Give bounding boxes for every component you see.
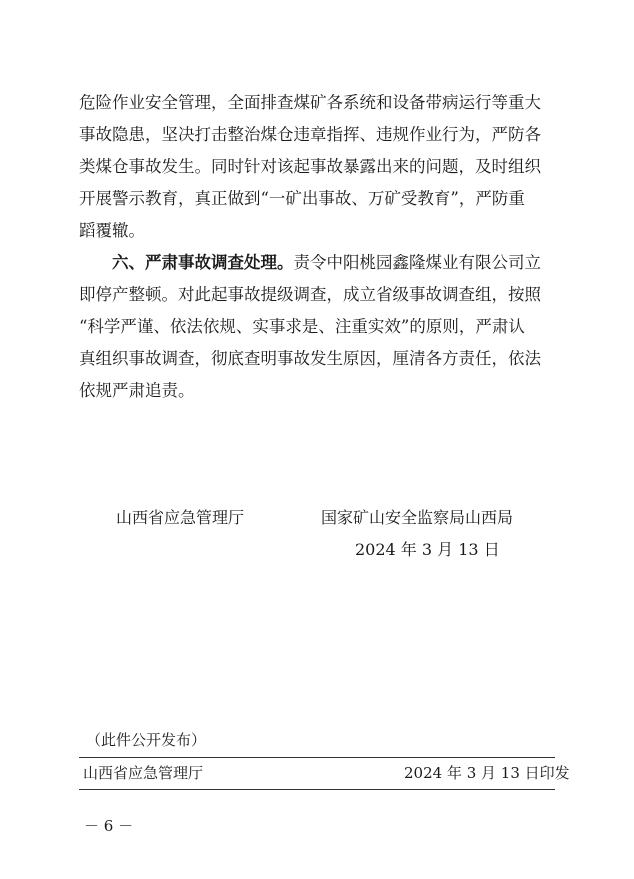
footer-top-rule <box>79 757 555 758</box>
footer-bottom-rule <box>79 789 555 790</box>
paragraph-line: 开展警示教育，真正做到“一矿出事故、万矿受教育”，严防重 <box>79 189 525 208</box>
signature-org-right: 国家矿山安全监察局山西局 <box>321 508 514 527</box>
paragraph-text: 责令中阳桃园鑫隆煤业有限公司立 <box>293 253 541 272</box>
paragraph-line: 蹈覆辙。 <box>79 221 145 240</box>
paragraph-line: 危险作业安全管理，全面排查煤矿各系统和设备带病运行等重大 <box>79 93 541 112</box>
paragraph-line: 事故隐患，坚决打击整治煤仓违章指挥、违规作业行为，严防各 <box>79 125 541 144</box>
signature-date: 2024 年 3 月 13 日 <box>355 540 500 559</box>
footer-issuer: 山西省应急管理厅 <box>83 764 204 782</box>
paragraph-line <box>112 253 541 273</box>
public-release-note: （此件公开发布） <box>86 731 207 749</box>
paragraph-line: 依规严肃追责。 <box>79 381 195 400</box>
section-heading: 六、严肃事故调查处理。 <box>112 253 294 272</box>
paragraph-line: 真组织事故调查，彻底查明事故发生原因，厘清各方责任，依法 <box>79 349 541 368</box>
page-number: － 6 － <box>84 817 134 835</box>
signature-org-left: 山西省应急管理厅 <box>116 508 245 527</box>
footer-print-date: 2024 年 3 月 13 日印发 <box>404 764 570 782</box>
paragraph-line: “科学严谨、依法依规、实事求是、注重实效”的原则，严肃认 <box>79 317 525 336</box>
paragraph-line: 即停产整顿。对此起事故提级调查，成立省级事故调查组，按照 <box>79 285 541 304</box>
paragraph-line: 类煤仓事故发生。同时针对该起事故暴露出来的问题，及时组织 <box>79 157 541 176</box>
